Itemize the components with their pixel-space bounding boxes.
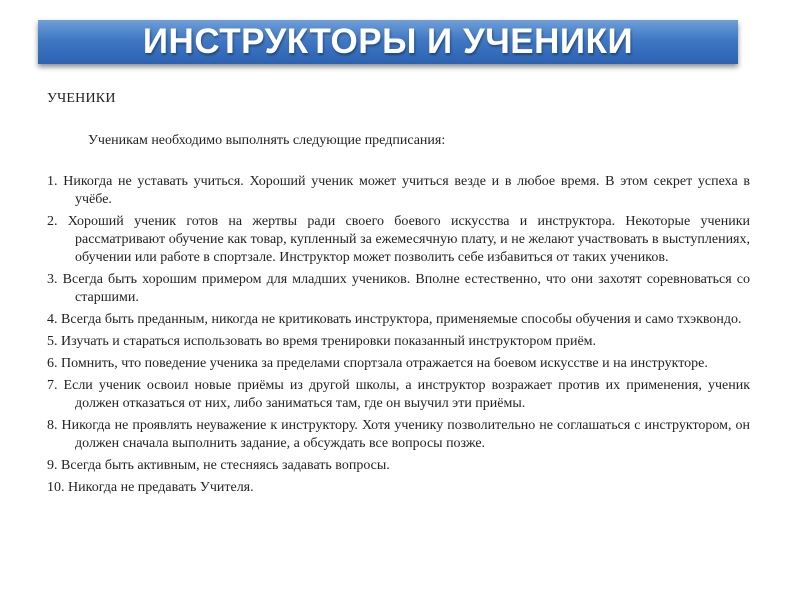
rules-list	[47, 173, 750, 501]
rule-item: 9. Всегда быть активным, не стесняясь задавать вопросы.	[47, 458, 390, 473]
title-banner	[38, 20, 738, 64]
rule-item: 8. Никогда не проявлять неуважение к инструктору. Хотя ученику позволительно не соглашаться с инструктором, он должен сначала выполнить задание, а обсуждать все вопросы позже.	[47, 418, 750, 451]
rule-item: 4. Всегда быть преданным, никогда не критиковать инструктора, применяемые способы обучения и само тхэквондо.	[47, 312, 742, 327]
section-heading: УЧЕНИКИ	[47, 91, 116, 106]
intro-text: Ученикам необходимо выполнять следующие предписания:	[88, 133, 446, 148]
rule-item: 7. Если ученик освоил новые приёмы из другой школы, а инструктор возражает против их применения, ученик должен отказаться от них, либо заниматься там, где он выучил эти приёмы.	[47, 378, 750, 411]
rule-item: 6. Помнить, что поведение ученика за пределами спортзала отражается на боевом искусстве и на инструкторе.	[47, 356, 708, 371]
rule-item: 10. Никогда не предавать Учителя.	[47, 480, 254, 495]
rule-item: 3. Всегда быть хорошим примером для младших учеников. Вполне естественно, что они захотят соревноваться со старшими.	[47, 272, 750, 305]
rule-item: 1. Никогда не уставать учиться. Хороший ученик может учиться везде и в любое время. В этом секрет успеха в учёбе.	[47, 174, 750, 207]
rule-item: 2. Хороший ученик готов на жертвы ради своего боевого искусства и инструктора. Некоторые ученики рассматривают обучение как товар, купленный за ежемесячную плату, и не желают участвовать в выступлениях, обучении или работе в спортзале. Инструктор может позволить себе избавиться от таких учеников.	[47, 214, 750, 265]
rule-item: 5. Изучать и стараться использовать во время тренировки показанный инструктором приём.	[47, 334, 597, 349]
page-title: ИНСТРУКТОРЫ И УЧЕНИКИ	[142, 22, 634, 61]
